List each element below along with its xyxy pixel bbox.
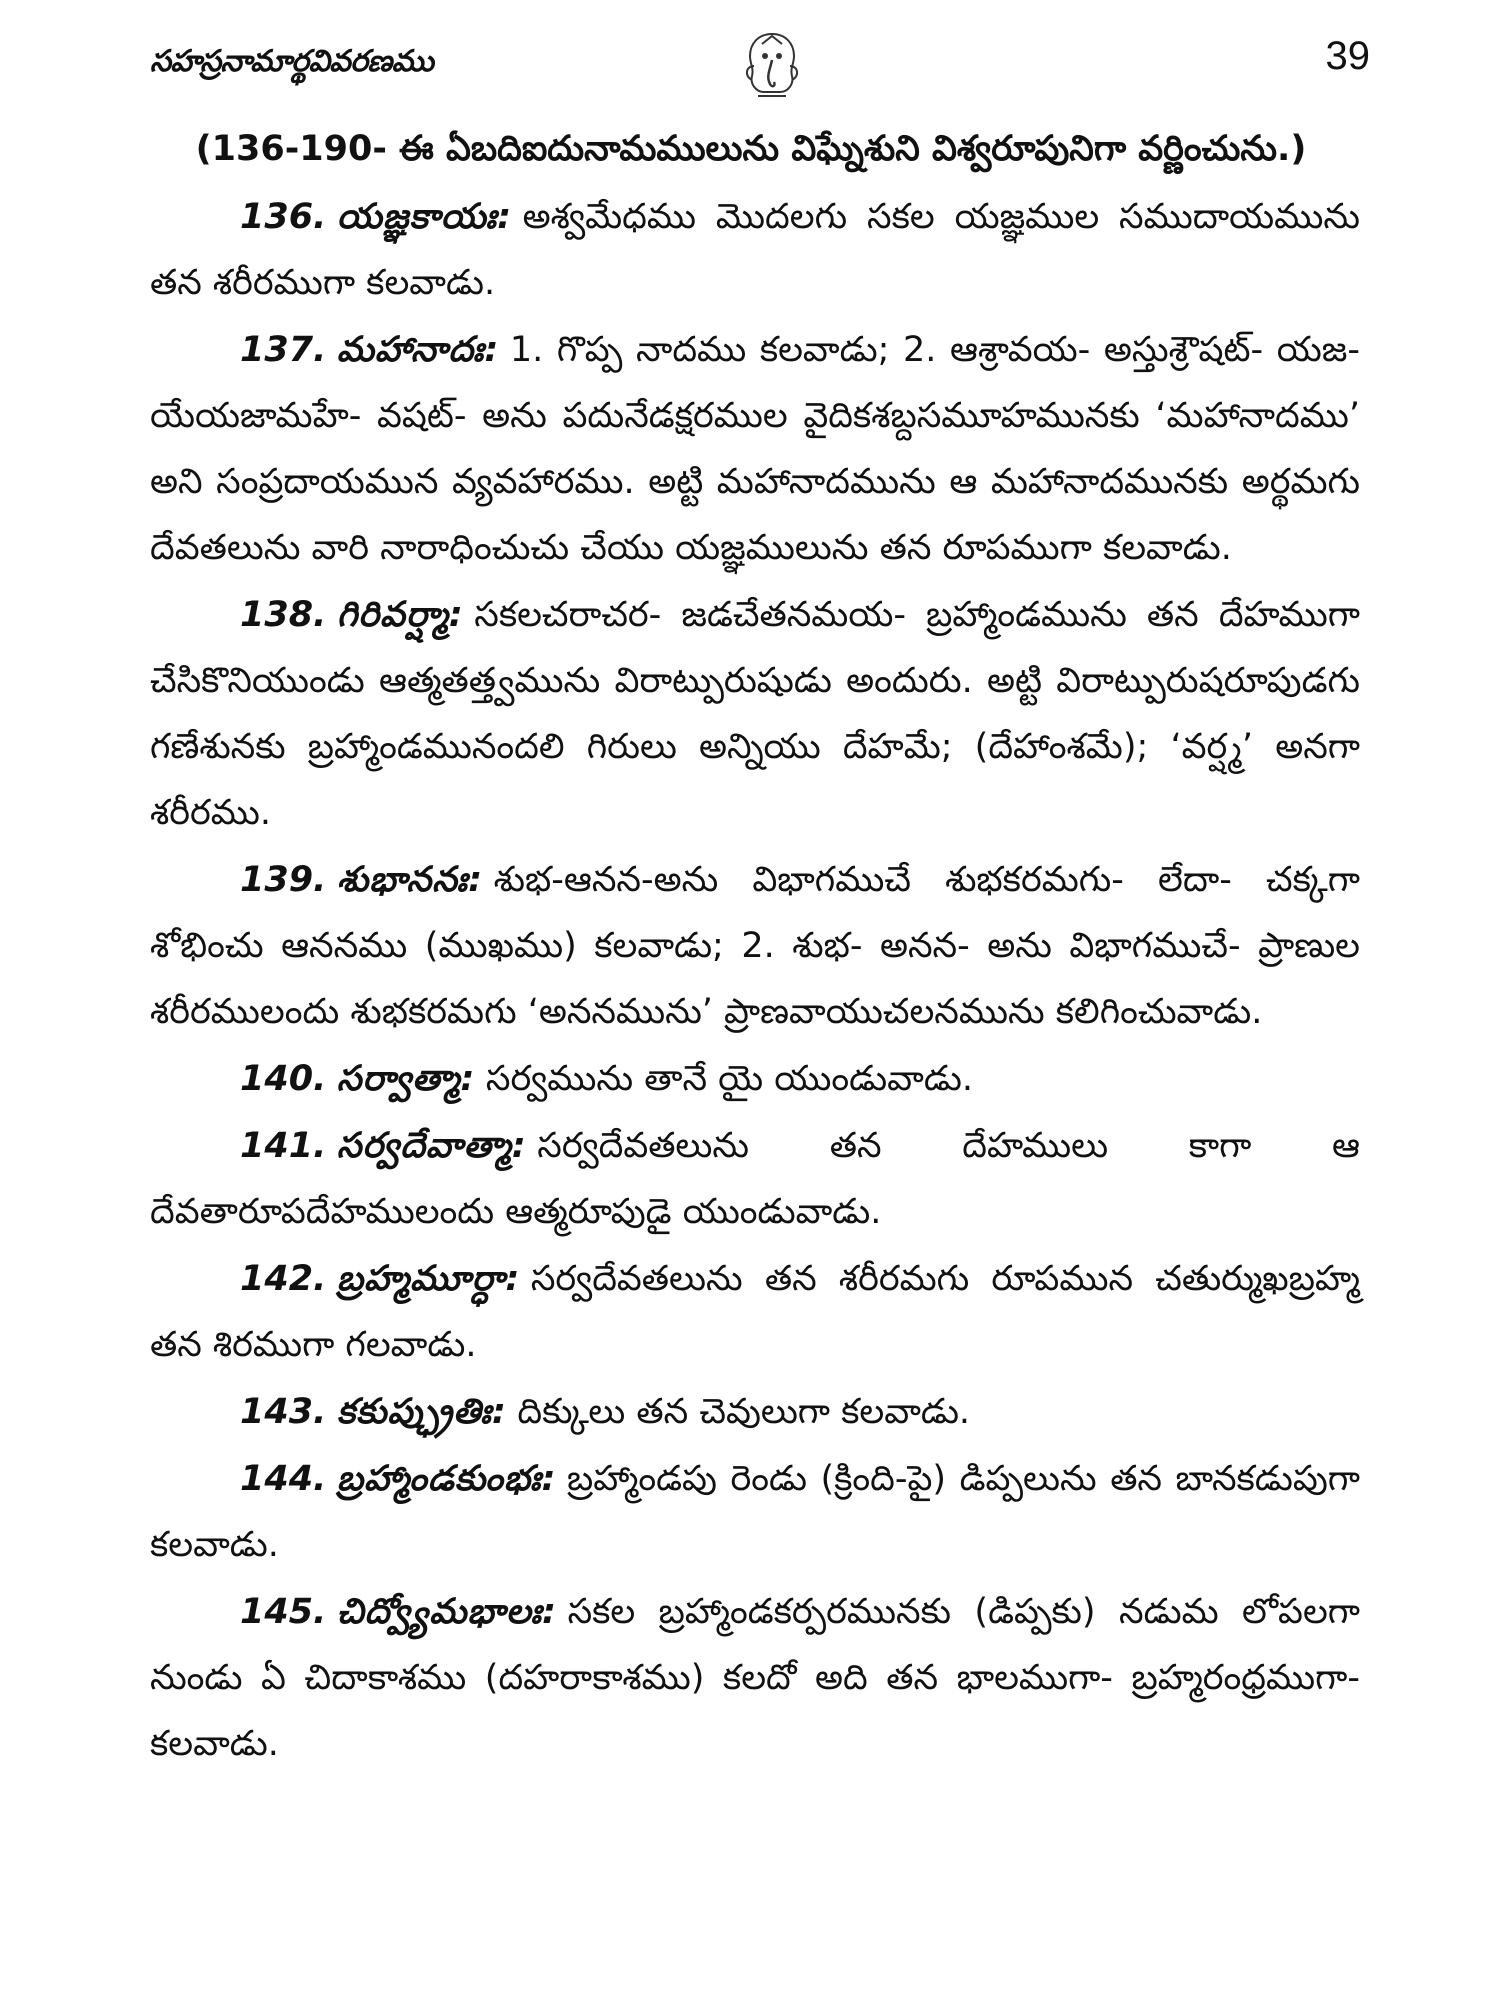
entry-text: దిక్కులు తన చెవులుగా కలవాడు. (517, 1392, 971, 1432)
page-number: 39 (1325, 34, 1370, 78)
entry-name: యజ్ఞకాయః: (336, 197, 513, 237)
entry-name: బ్రహ్మమూర్ధా: (336, 1259, 521, 1299)
entry-text: శుభ-ఆనన-అను విభాగముచే శుభకరమగు- లేదా- చక్కగా శోభించు ఆననము (ముఖము) కలవాడు; 2. శుభ- అనన- అను విభాగముచే- ప్రాణుల శరీరములందు శుభకరమగు ‘అననమును’ ప్రాణవాయుచలనమును కలిగించువాడు. (150, 860, 1360, 1032)
name-entry-144 (150, 1446, 1360, 1578)
entry-number: 136. (240, 197, 327, 237)
entry-name: చిద్వ్యోమభాలః: (336, 1592, 558, 1632)
entry-number: 140. (240, 1059, 327, 1099)
entry-number: 141. (240, 1126, 327, 1166)
entry-text: బ్రహ్మాండపు రెండు (క్రింది-పై) డిప్పలును తన బానకడుపుగా కలవాడు. (150, 1459, 1360, 1565)
entry-number: 142. (240, 1259, 327, 1299)
entry-name: శుభాననః: (336, 860, 484, 900)
name-entry-137 (150, 317, 1360, 581)
name-entry-141 (150, 1113, 1360, 1245)
entry-name: మహానాదః: (336, 330, 500, 370)
entry-text: సర్వదేవతలును తన దేహములు కాగా ఆ దేవతారూపదేహములందు ఆత్మరూపుడై యుండువాడు. (150, 1126, 1360, 1232)
running-header (150, 30, 1370, 100)
name-entry-136 (150, 184, 1360, 316)
entry-number: 137. (240, 330, 327, 370)
entry-name: సర్వదేవాత్మా: (336, 1126, 527, 1166)
entry-text: సకలచరాచర- జడచేతనమయ- బ్రహ్మాండమును తన దేహముగా చేసికొనియుండు ఆత్మతత్త్వమును విరాట్పురుషుడు అందురు. అట్టి విరాట్పురుషరూపుడగు గణేశునకు బ్రహ్మాండమునందలి గిరులు అన్నియు దేహమే; (దేహాంశమే); ‘వర్ష్మ’ అనగా శరీరము. (150, 595, 1360, 833)
entry-text: అశ్వమేధము మొదలగు సకల యజ్ఞముల సముదాయమును తన శరీరముగా కలవాడు. (150, 197, 1360, 303)
entry-text: సర్వమును తానే యై యుండువాడు. (485, 1059, 973, 1099)
page-body (150, 118, 1360, 1778)
name-entry-145 (150, 1579, 1360, 1777)
entry-name: సర్వాత్మా: (336, 1059, 476, 1099)
entry-number: 138. (240, 595, 327, 635)
entry-number: 145. (240, 1592, 327, 1632)
ganesha-emblem-icon (740, 30, 804, 102)
name-entry-143 (150, 1379, 1360, 1445)
entry-name: గిరివర్ష్మా: (336, 595, 464, 635)
entry-name: కకుప్ఛ్రుతిః: (336, 1392, 507, 1432)
name-entry-140 (150, 1046, 1360, 1112)
book-title: సహస్రనామార్థవివరణము (150, 44, 434, 79)
entry-number: 144. (240, 1459, 327, 1499)
entry-number: 143. (240, 1392, 327, 1432)
entry-name: బ్రహ్మాండకుంభః: (336, 1459, 557, 1499)
section-intro: (136-190- ఈ ఏబదిఐదునామములును విఘ్నేశుని విశ్వరూపునిగా వర్ణించును.) (195, 129, 1307, 169)
name-entry-139 (150, 847, 1360, 1045)
entry-number: 139. (240, 860, 327, 900)
name-entry-142 (150, 1246, 1360, 1378)
entry-text: సకల బ్రహ్మాండకర్పరమునకు (డిప్పకు) నడుమ లోపలగా నుండు ఏ చిదాకాశము (దహరాకాశము) కలదో అది తన భాలముగా- బ్రహ్మరంధ్రముగా- కలవాడు. (150, 1592, 1360, 1764)
name-entry-138 (150, 582, 1360, 846)
entry-text: 1. గొప్ప నాదము కలవాడు; 2. ఆశ్రావయ- అస్తుశ్రౌషట్- యజ- యేయజామహే- వషట్- అను పదునేడక్షరముల వైదికశబ్దసమూహమునకు ‘మహానాదము’ అని సంప్రదాయమున వ్యవహారము. అట్టి మహానాదమును ఆ మహానాదమునకు అర్థమగు దేవతలును వారి నారాధించుచు చేయు యజ్ఞములును తన రూపముగా కలవాడు. (150, 330, 1360, 568)
entry-text: సర్వదేవతలును తన శరీరమగు రూపమున చతుర్ముఖబ్రహ్మ తన శిరముగా గలవాడు. (150, 1259, 1360, 1365)
